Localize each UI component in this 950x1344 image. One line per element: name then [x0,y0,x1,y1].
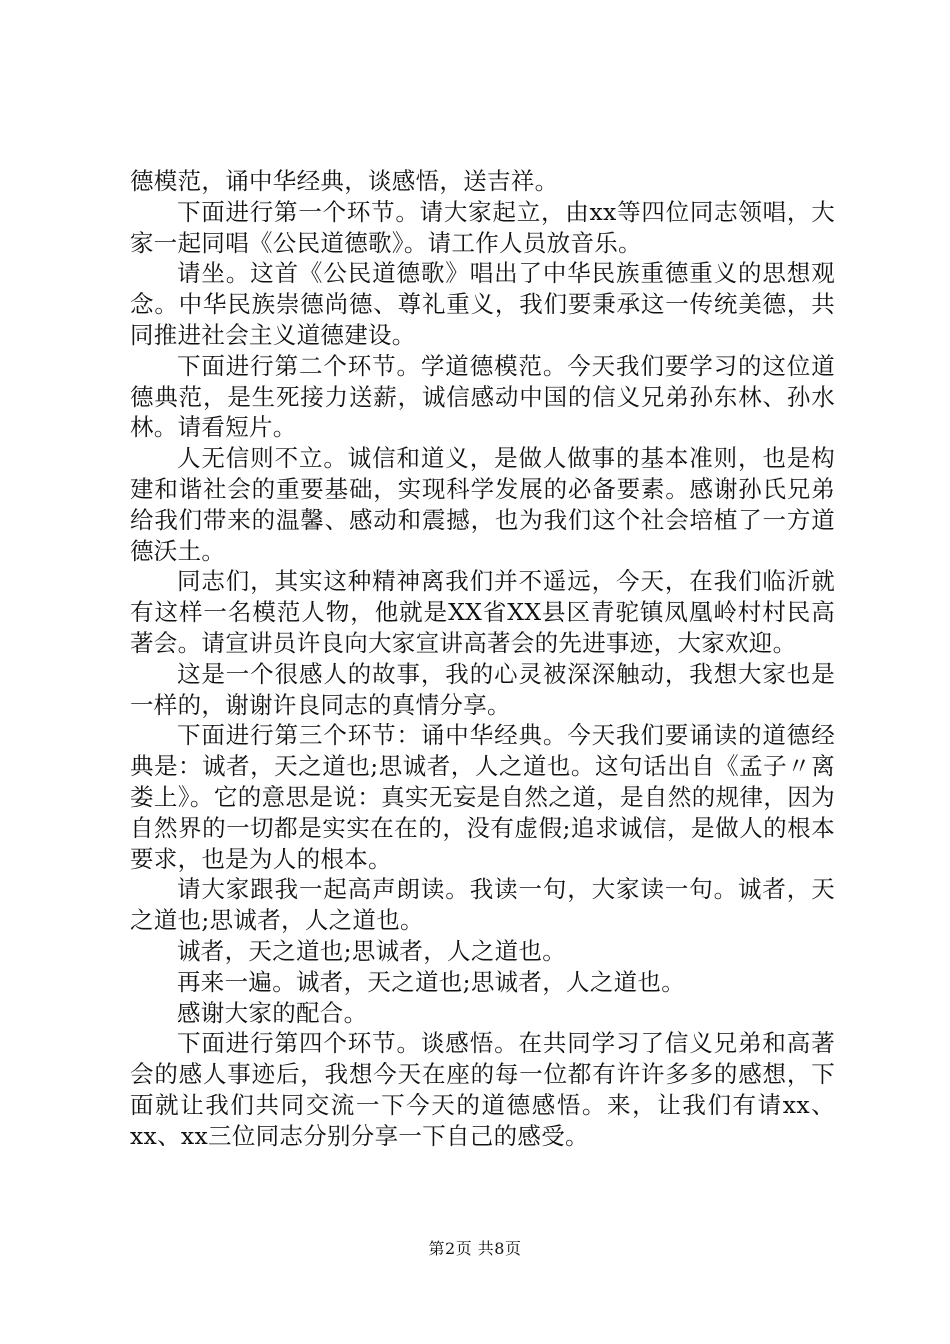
paragraph: 下面进行第二个环节。学道德模范。今天我们要学习的这位道德典范，是生死接力送薪，诚信感动中国的信义兄弟孙东林、孙水林。请看短片。 [130,351,835,442]
paragraph: 下面进行第四个环节。谈感悟。在共同学习了信义兄弟和高著会的感人事迹后，我想今天在座的每一位都有许许多多的感想，下面就让我们共同交流一下今天的道德感悟。来，让我们有请xx、xx、xx三位同志分别分享一下自己的感受。 [130,1029,835,1150]
paragraph: 这是一个很感人的故事，我的心灵被深深触动，我想大家也是一样的，谢谢许良同志的真情分享。 [130,659,835,719]
page-number-footer: 第2页 共8页 [428,1239,522,1258]
paragraph: 德模范，诵中华经典，谈感悟，送吉祥。 [130,167,559,195]
document-body [130,166,835,1152]
paragraph: 下面进行第三个环节：诵中华经典。今天我们要诵读的道德经典是：诚者，天之道也;思诚者，人之道也。这句话出自《孟子〃离娄上》。它的意思是说：真实无妄是自然之道，是自然的规律，因为自然界的一切都是实实在在的，没有虚假;追求诚信，是做人的根本要求，也是为人的根本。 [130,721,835,873]
paragraph: 人无信则不立。诚信和道义，是做人做事的基本准则，也是构建和谐社会的重要基础，实现科学发展的必备要素。感谢孙氏兄弟给我们带来的温馨、感动和震撼，也为我们这个社会培植了一方道德沃土。 [130,444,835,565]
paragraph: 请坐。这首《公民道德歌》唱出了中华民族重德重义的思想观念。中华民族崇德尚德、尊礼重义，我们要秉承这一传统美德，共同推进社会主义道德建设。 [130,259,835,349]
paragraph: 再来一遍。诚者，天之道也;思诚者，人之道也。 [177,967,686,996]
paragraph: 下面进行第一个环节。请大家起立，由xx等四位同志领唱，大家一起同唱《公民道德歌》。请工作人员放音乐。 [130,197,835,257]
paragraph: 感谢大家的配合。 [177,998,368,1027]
paragraph: 同志们，其实这种精神离我们并不遥远，今天，在我们临沂就有这样一名模范人物，他就是XX省XX县区青驼镇凤凰岭村村民高著会。请宣讲员许良向大家宣讲高著会的先进事迹，大家欢迎。 [130,567,835,657]
paragraph: 诚者，天之道也;思诚者，人之道也。 [177,936,567,965]
paragraph: 请大家跟我一起高声朗读。我读一句，大家读一句。诚者，天之道也;思诚者，人之道也。 [130,875,835,935]
